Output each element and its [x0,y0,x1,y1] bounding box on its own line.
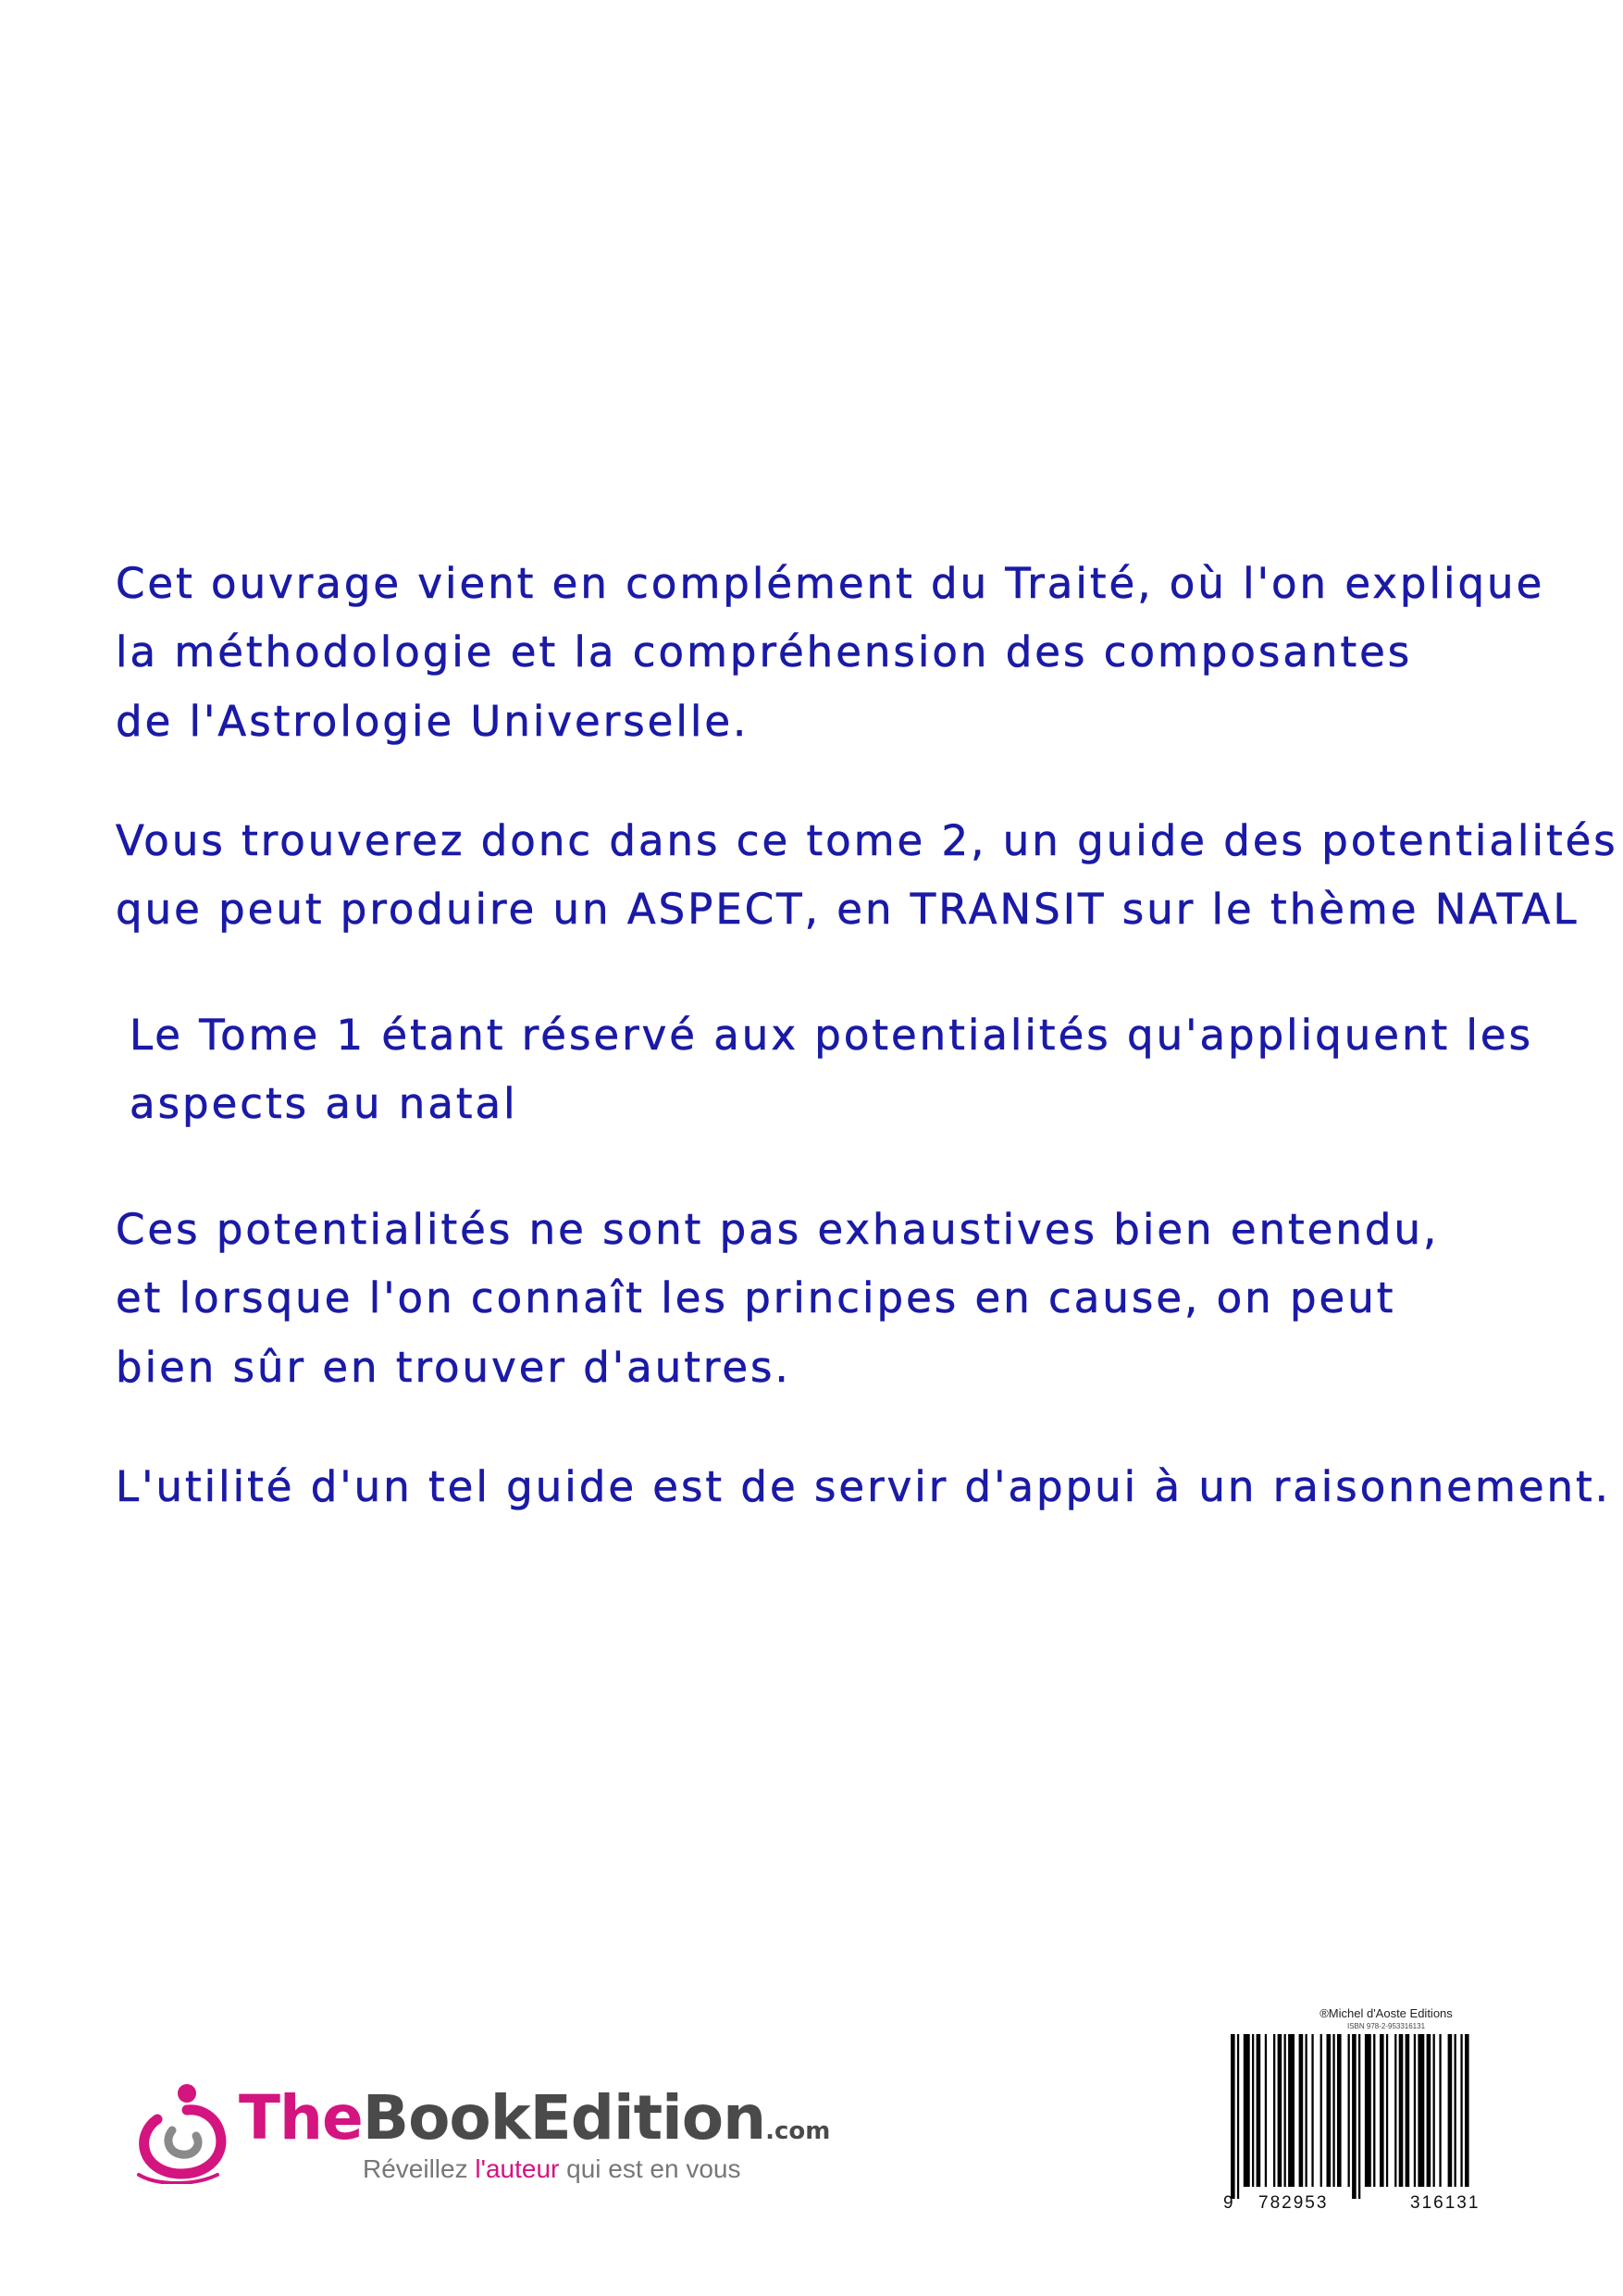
paragraph-tome1 [130,1001,1533,1139]
paragraph-exhaustive [116,1196,1439,1402]
barcode-bar [1358,2034,1360,2199]
text-line: et lorsque l'on connaît les principes en cause, on peut [116,1273,1396,1323]
publisher-logo [130,2082,861,2184]
barcode-bar [1337,2034,1342,2187]
text-line: bien sûr en trouver d'autres. [116,1342,791,1392]
paragraph-tome2 [116,807,1618,945]
barcode-bar [1406,2034,1410,2187]
publisher-tagline [363,2154,740,2184]
barcode-bar [1231,2034,1235,2199]
tagline-pre: Réveillez [363,2154,476,2183]
barcode-bar [1244,2034,1250,2187]
barcode-digits-left: 782953 [1258,2193,1329,2213]
barcode-digit-first: 9 [1223,2193,1235,2213]
barcode-bar [1394,2034,1396,2187]
barcode-bar [1278,2034,1282,2187]
barcode-bar [1352,2034,1357,2199]
barcode-bar [1373,2034,1375,2187]
barcode-bars [1220,2034,1553,2201]
barcode-bar [1460,2034,1462,2187]
barcode-bar [1284,2034,1286,2187]
text-line: Ces potentialités ne sont pas exhaustives bien entendu, [116,1205,1440,1254]
barcode-bar [1439,2034,1441,2187]
text-line: L'utilité d'un tel guide est de servir d'appui à un raisonnement. [116,1462,1611,1511]
barcode-digits-right: 316131 [1410,2193,1481,2213]
barcode-bar [1414,2034,1416,2187]
barcode-bar [1299,2034,1304,2187]
barcode-bar [1399,2034,1404,2187]
paragraph-intro [116,550,1544,756]
publisher-name-the: The [239,2082,363,2153]
publisher-name [239,2082,831,2153]
barcode-bar [1418,2034,1424,2187]
tagline-accent: l'auteur [475,2154,560,2183]
barcode-bar [1252,2034,1254,2187]
barcode-bar [1455,2034,1456,2187]
barcode-bar [1380,2034,1384,2187]
barcode-bar [1365,2034,1371,2187]
text-line: Vous trouverez donc dans ce tome 2, un guide des potentialités [116,816,1618,865]
barcode-copyright: ®Michel d'Aoste Editions [1319,2006,1453,2020]
barcode-bar [1237,2034,1239,2199]
isbn-barcode [1220,2006,1553,2224]
text-line: la méthodologie et la compréhension des composantes [116,627,1413,677]
barcode-bar [1265,2034,1267,2187]
barcode-bar [1288,2034,1295,2187]
barcode-bar [1386,2034,1388,2187]
barcode-bar [1332,2034,1334,2187]
barcode-bar [1427,2034,1431,2187]
barcode-bar [1448,2034,1453,2187]
tagline-post: qui est en vous [559,2154,741,2183]
barcode-bar [1465,2034,1469,2187]
text-line: de l'Astrologie Universelle. [116,696,750,746]
publisher-name-edition: Edition [529,2082,766,2153]
text-line: que peut produire un ASPECT, en TRANSIT sur le thème NATAL [116,885,1580,935]
barcode-bar [1306,2034,1307,2187]
barcode-bar [1257,2034,1261,2187]
barcode-isbn-text: ISBN 978-2-953316131 [1346,2022,1426,2030]
barcode-bar [1311,2034,1313,2187]
paragraph-utility [116,1453,1611,1521]
barcode-bar [1348,2034,1350,2187]
barcode-bar [1320,2034,1322,2187]
text-line: Le Tome 1 étant réservé aux potentialités qu'appliquent les [130,1011,1534,1060]
publisher-name-com: .com [765,2117,831,2145]
barcode-bar [1433,2034,1435,2187]
barcode-bar [1273,2034,1275,2187]
barcode-bar [1327,2034,1332,2187]
publisher-name-book: Book [362,2082,530,2153]
publisher-logo-icon [130,2082,241,2184]
text-line: aspects au natal [130,1079,518,1129]
text-line: Cet ouvrage vient en complément du Traité, où l'on explique [116,559,1545,608]
